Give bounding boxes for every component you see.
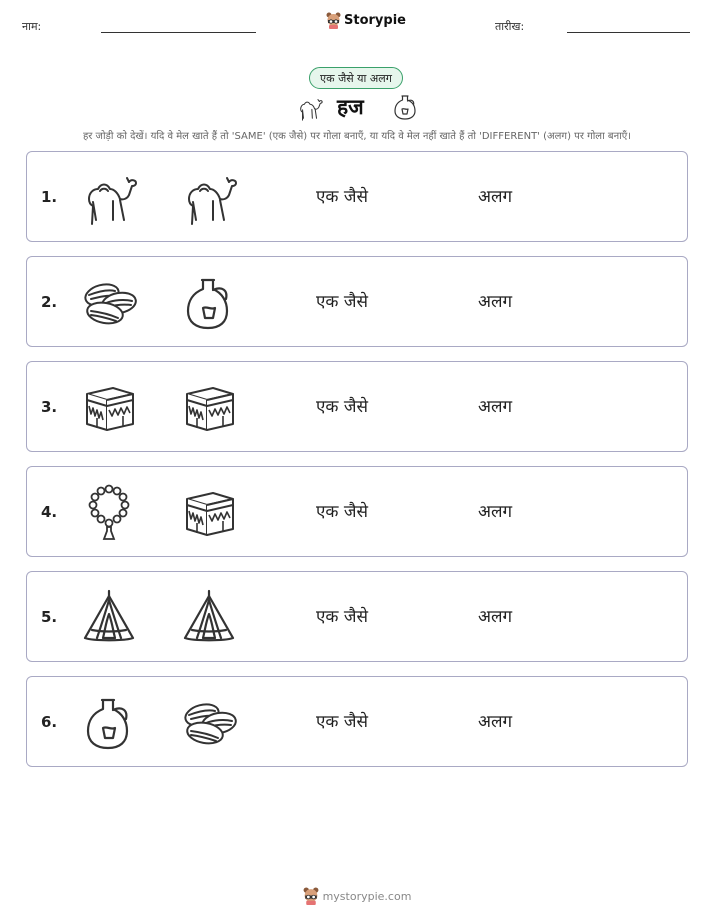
- question-number: 1.: [41, 188, 58, 206]
- kaaba-icon: [179, 483, 239, 543]
- tent-icon: [179, 588, 239, 648]
- kaaba-icon: [179, 378, 239, 438]
- footer: [0, 887, 714, 905]
- date-label: तारीख:: [495, 20, 525, 33]
- right-picture: [179, 273, 239, 333]
- dates-icon: [79, 273, 139, 333]
- option-same[interactable]: एक जैसे: [316, 502, 368, 522]
- option-different[interactable]: अलग: [478, 502, 513, 522]
- kaaba-icon: [79, 378, 139, 438]
- question-number: 2.: [41, 293, 58, 311]
- worksheet-title: हज: [337, 95, 364, 119]
- left-picture: [79, 168, 139, 228]
- instructions: हर जोड़ी को देखें। यदि वे मेल खाते हैं तो 'SAME' (एक जैसे) पर गोला बनाएँ, या यदि वे मेल नहीं खाते हैं तो 'DIFFERENT' (अलग) पर गोला बनाएँ।: [82, 131, 632, 142]
- brand-logo: [326, 12, 406, 29]
- footer-url[interactable]: mystorypie.com: [322, 889, 412, 903]
- mascot-icon: [303, 887, 319, 905]
- question-row: [26, 361, 688, 452]
- option-different[interactable]: अलग: [478, 607, 513, 627]
- question-number: 4.: [41, 503, 58, 521]
- left-picture: [79, 483, 139, 543]
- option-same[interactable]: एक जैसे: [316, 397, 368, 417]
- right-picture: [179, 378, 239, 438]
- camel-icon: [293, 94, 327, 122]
- name-field[interactable]: [101, 32, 256, 33]
- left-picture: [79, 378, 139, 438]
- jug-icon: [390, 92, 420, 122]
- option-same[interactable]: एक जैसे: [316, 607, 368, 627]
- question-row: [26, 571, 688, 662]
- tent-icon: [79, 588, 139, 648]
- left-picture: [79, 588, 139, 648]
- option-different[interactable]: अलग: [478, 292, 513, 312]
- prayer-beads-icon: [79, 483, 139, 543]
- mascot-icon: [326, 12, 341, 29]
- question-row: [26, 256, 688, 347]
- option-different[interactable]: अलग: [478, 187, 513, 207]
- name-label: नाम:: [22, 20, 42, 33]
- right-picture: [179, 168, 239, 228]
- right-picture: [179, 588, 239, 648]
- question-number: 5.: [41, 608, 58, 626]
- question-row: [26, 151, 688, 242]
- camel-icon: [79, 168, 139, 228]
- question-row: [26, 466, 688, 557]
- option-same[interactable]: एक जैसे: [316, 187, 368, 207]
- dates-icon: [179, 693, 239, 753]
- option-different[interactable]: अलग: [478, 712, 513, 732]
- question-row: [26, 676, 688, 767]
- camel-icon: [179, 168, 239, 228]
- left-picture: [79, 273, 139, 333]
- option-different[interactable]: अलग: [478, 397, 513, 417]
- question-number: 6.: [41, 713, 58, 731]
- brand-name: Storypie: [344, 13, 406, 28]
- jug-icon: [179, 273, 239, 333]
- option-same[interactable]: एक जैसे: [316, 292, 368, 312]
- left-picture: [79, 693, 139, 753]
- right-picture: [179, 483, 239, 543]
- question-number: 3.: [41, 398, 58, 416]
- date-field[interactable]: [567, 32, 690, 33]
- worksheet-type-badge: एक जैसे या अलग: [309, 67, 403, 89]
- option-same[interactable]: एक जैसे: [316, 712, 368, 732]
- right-picture: [179, 693, 239, 753]
- jug-icon: [79, 693, 139, 753]
